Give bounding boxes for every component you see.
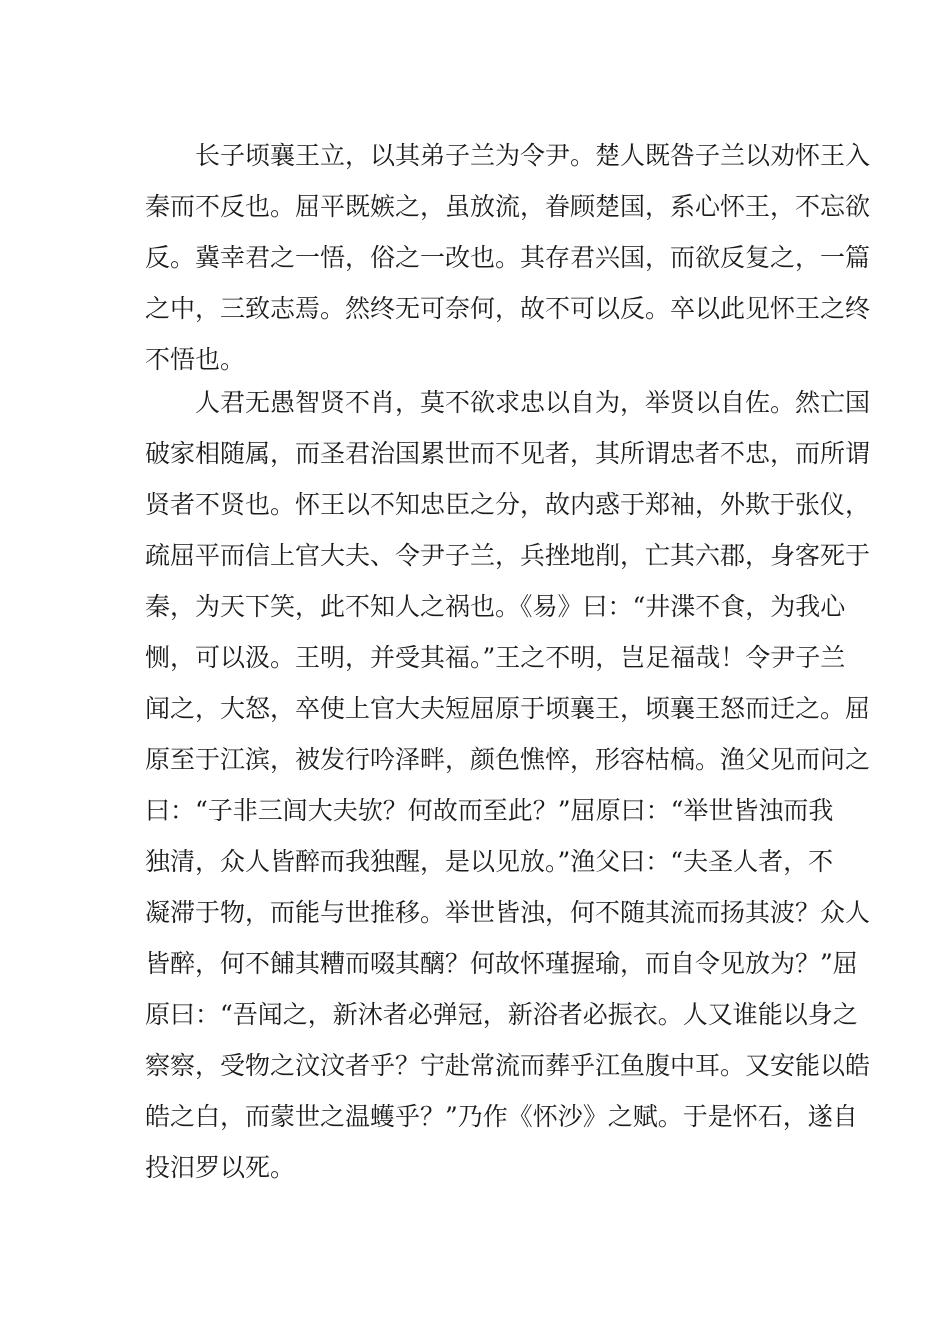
text-line: 秦而不反也。屈平既嫉之，虽放流，眷顾楚国，系心怀王，不忘欲 (145, 192, 871, 221)
text-line: 不悟也。 (145, 345, 246, 374)
text-line: 察察，受物之汶汶者乎？宁赴常流而葬乎江鱼腹中耳。又安能以皓 (145, 1051, 871, 1080)
text-line: 凝滞于物，而能与世推移。举世皆浊，何不随其流而扬其波？众人 (145, 898, 871, 927)
text-line: 闻之，大怒，卒使上官大夫短屈原于顷襄王，顷襄王怒而迁之。屈 (145, 694, 871, 723)
text-line: 反。冀幸君之一悟，俗之一改也。其存君兴国，而欲反复之，一篇 (145, 243, 871, 272)
text-line: 原至于江滨，被发行吟泽畔，颜色憔悴，形容枯槁。渔父见而问之 (145, 745, 871, 774)
text-line: 疏屈平而信上官大夫、令尹子兰，兵挫地削，亡其六郡，身客死于 (145, 541, 871, 570)
text-line: 之中，三致志焉。然终无可奈何，故不可以反。卒以此见怀王之终 (145, 294, 871, 323)
text-line: 破家相随属，而圣君治国累世而不见者，其所谓忠者不忠，而所谓 (145, 439, 871, 468)
text-line: 皆醉，何不餔其糟而啜其醨？何故怀瑾握瑜，而自令见放为？”屈 (145, 949, 858, 978)
text-line: 独清，众人皆醉而我独醒，是以见放。”渔父曰：“夫圣人者，不 (145, 847, 834, 876)
text-line: 人君无愚智贤不肖，莫不欲求忠以自为，举贤以自佐。然亡国 (195, 388, 871, 417)
text-line: 贤者不贤也。怀王以不知忠臣之分，故内惑于郑袖，外欺于张仪， (145, 490, 871, 519)
text-line: 曰：“子非三闾大夫欤？何故而至此？”屈原曰：“举世皆浊而我 (145, 796, 834, 825)
text-line: 恻，可以汲。王明，并受其福。”王之不明，岂足福哉！令尹子兰 (145, 643, 846, 672)
text-line: 皓之白，而蒙世之温蠖乎？”乃作《怀沙》之赋。于是怀石，遂自 (145, 1102, 858, 1131)
text-line: 秦，为天下笑，此不知人之祸也。《易》曰：“井渫不食，为我心 (145, 592, 846, 621)
paragraph-1 (145, 130, 871, 385)
text-line: 原曰：“吾闻之，新沐者必弹冠，新浴者必振衣。人又谁能以身之 (145, 1000, 858, 1029)
paragraph-2 (145, 377, 871, 1193)
text-line: 长子顷襄王立，以其弟子兰为令尹。楚人既咎子兰以劝怀王入 (195, 141, 871, 170)
text-line: 投汨罗以死。 (145, 1153, 296, 1182)
